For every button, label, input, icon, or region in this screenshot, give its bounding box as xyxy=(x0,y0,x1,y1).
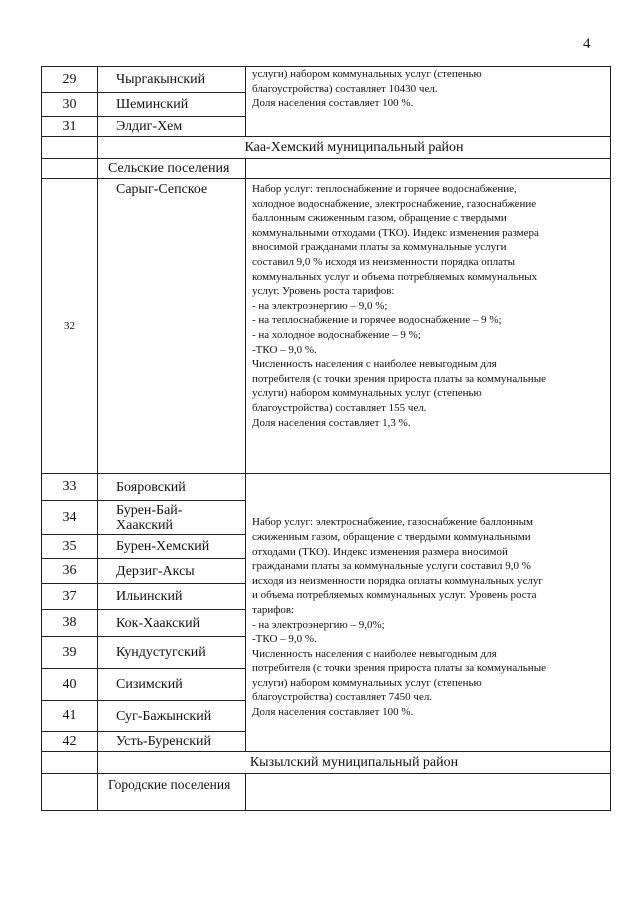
description-line: услуг. Уровень роста тарифов: xyxy=(252,285,395,298)
tariff-table xyxy=(41,66,611,811)
settlement-name: Кундустугский xyxy=(98,637,246,669)
settlement-name: Чыргакынский xyxy=(98,67,246,93)
region-title: Кызылский муниципальный район xyxy=(98,752,611,774)
description-line: -ТКО – 9,0 %. xyxy=(252,343,317,356)
description-line: Численность населения с наиболее невыгодным для xyxy=(252,647,497,660)
description-line: - на теплоснабжение и горячее водоснабжение – 9 %; xyxy=(252,314,502,327)
empty-cell xyxy=(246,774,611,811)
subheader-row xyxy=(42,159,611,179)
row-number: 31 xyxy=(42,117,98,137)
description-line: -ТКО – 9,0 %. xyxy=(252,633,317,646)
empty-cell xyxy=(42,137,98,159)
row-number: 34 xyxy=(42,501,98,535)
description-line: услуги) набором коммунальных услуг (степенью xyxy=(252,387,482,400)
description-line: услуги) набором коммунальных услуг (степенью xyxy=(252,676,482,689)
description-line: Набор услуг: теплоснабжение и горячее водоснабжение, xyxy=(252,183,517,195)
description-line: отходами (ТКО). Индекс изменения размера вносимой xyxy=(252,545,508,558)
settlement-name: Бояровский xyxy=(98,474,246,501)
description-line: Доля населения составляет 1,3 %. xyxy=(252,416,411,429)
region-row xyxy=(42,137,611,159)
description-line: Доля населения составляет 100 %. xyxy=(252,97,414,110)
settlement-name: Элдиг-Хем xyxy=(98,117,246,137)
description-line: баллонным сжиженным газом, обращение с твердыми xyxy=(252,212,507,225)
settlement-name: Шеминский xyxy=(98,93,246,117)
table-row xyxy=(42,67,611,93)
description-line: потребителя (с точки зрения прироста платы за коммунальные xyxy=(252,662,546,675)
description-line: Численность населения с наиболее невыгодным для xyxy=(252,358,497,371)
description-line: коммунальных услуг и объема потребляемых коммунальных xyxy=(252,270,538,283)
settlement-name: Усть-Буренский xyxy=(98,732,246,752)
row-number: 29 xyxy=(42,67,98,93)
row-number: 32 xyxy=(42,179,98,474)
settlement-name: Кок-Хаакский xyxy=(98,610,246,637)
empty-cell xyxy=(42,774,98,811)
urban-settlements-label: Городские поселения xyxy=(98,774,246,811)
row-number: 33 xyxy=(42,474,98,501)
description-line: благоустройства) составляет 7450 чел. xyxy=(252,691,433,704)
settlement-name: Суг-Бажынский xyxy=(98,701,246,732)
table-row xyxy=(42,474,611,501)
description-line: составил 9,0 % исходя из неизменности порядка оплаты xyxy=(252,255,515,268)
row-number: 38 xyxy=(42,610,98,637)
description-line: благоустройства) составляет 10430 чел. xyxy=(252,82,438,95)
region-row xyxy=(42,752,611,774)
description-line: холодное водоснабжение, электроснабжение, газоснабжение xyxy=(252,197,537,210)
region-title: Каа-Хемский муниципальный район xyxy=(98,137,611,159)
empty-cell xyxy=(42,752,98,774)
rural-settlements-label: Сельские поселения xyxy=(98,159,246,179)
settlement-name: Сарыг-Сепское xyxy=(98,179,246,474)
row-number: 37 xyxy=(42,584,98,610)
description-line: - на электроэнергию – 9,0 %; xyxy=(252,299,388,312)
description-line: благоустройства) составляет 155 чел. xyxy=(252,401,427,414)
row-number: 39 xyxy=(42,637,98,669)
description-line: - на холодное водоснабжение – 9 %; xyxy=(252,328,421,341)
description-line: коммунальными отходами (ТКО). Индекс изменения размера xyxy=(252,226,539,239)
description-line: сжиженным газом, обращение с твердыми коммунальными xyxy=(252,530,531,543)
description-cell xyxy=(246,474,611,752)
description-line: тарифов: xyxy=(252,603,295,616)
empty-cell xyxy=(42,159,98,179)
settlement-name: Сизимский xyxy=(98,669,246,701)
settlement-name: Дерзиг-Аксы xyxy=(98,559,246,584)
row-number: 30 xyxy=(42,93,98,117)
settlement-name: Бурен-Бай-Хаакский xyxy=(98,501,246,535)
empty-cell xyxy=(246,159,611,179)
description-line: потребителя (с точки зрения прироста платы за коммунальные xyxy=(252,372,546,385)
description-line: гражданами платы за коммунальные услуги составил 9,0 % xyxy=(252,560,531,573)
description-line: услуги) набором коммунальных услуг (степенью xyxy=(252,68,482,80)
description-line: вносимой гражданами платы за коммунальные услуги xyxy=(252,241,507,254)
description-line: Набор услуг: электроснабжение, газоснабжение баллонным xyxy=(252,516,533,529)
settlement-name: Ильинский xyxy=(98,584,246,610)
description-line: и объема потребляемых коммунальных услуг. Уровень роста xyxy=(252,589,537,602)
page-number: 4 xyxy=(583,36,591,52)
row-number: 42 xyxy=(42,732,98,752)
description-cell xyxy=(246,67,611,137)
row-number: 35 xyxy=(42,535,98,559)
row-number: 36 xyxy=(42,559,98,584)
description-line: - на электроэнергию – 9,0%; xyxy=(252,618,385,631)
description-line: Доля населения составляет 100 %. xyxy=(252,706,414,719)
row-number: 40 xyxy=(42,669,98,701)
table-row xyxy=(42,179,611,474)
settlement-name: Бурен-Хемский xyxy=(98,535,246,559)
subheader-row xyxy=(42,774,611,811)
row-number: 41 xyxy=(42,701,98,732)
description-line: исходя из неизменности порядка оплаты коммунальных услуг xyxy=(252,574,543,587)
description-cell xyxy=(246,179,611,474)
